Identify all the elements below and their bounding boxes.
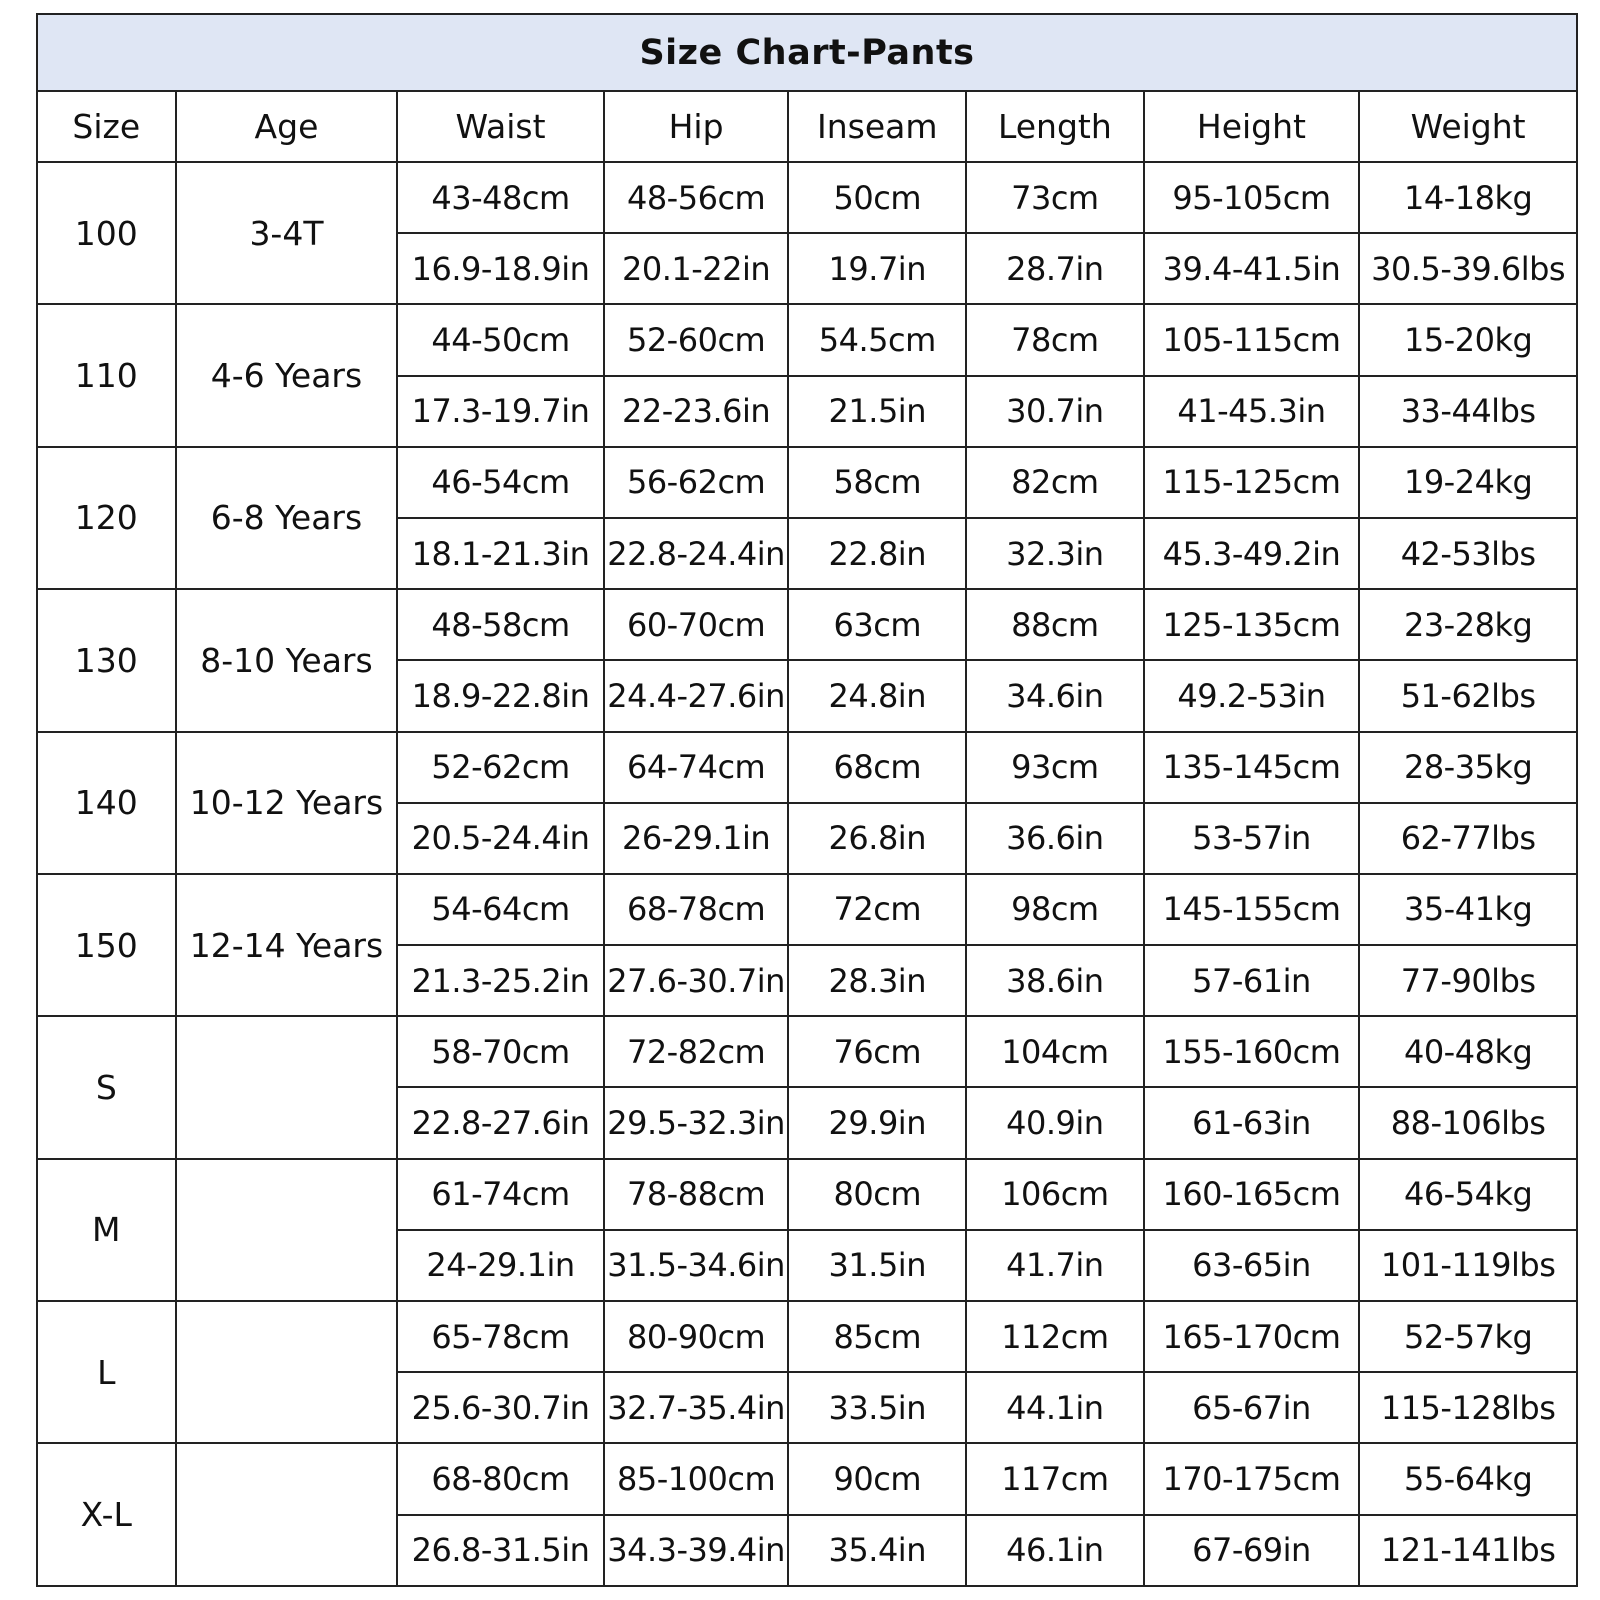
- waist-in-cell: 26.8-31.5in: [397, 1515, 603, 1586]
- hip-in-cell: 22-23.6in: [604, 376, 789, 447]
- length-in-cell: 28.7in: [966, 233, 1144, 304]
- length-in-cell: 36.6in: [966, 803, 1144, 874]
- size-row-cm: [37, 1159, 1577, 1230]
- weight-in-cell: 101-119lbs: [1359, 1230, 1577, 1301]
- length-cm-cell: 78cm: [966, 304, 1144, 375]
- inseam-cm-cell: 76cm: [788, 1016, 966, 1087]
- size-row-cm: [37, 1443, 1577, 1514]
- length-cm-cell: 73cm: [966, 162, 1144, 233]
- hip-cm-cell: 85-100cm: [604, 1443, 789, 1514]
- length-cm-cell: 82cm: [966, 447, 1144, 518]
- hip-in-cell: 34.3-39.4in: [604, 1515, 789, 1586]
- weight-cm-cell: 35-41kg: [1359, 874, 1577, 945]
- inseam-in-cell: 24.8in: [788, 660, 966, 731]
- age-label: 6-8 Years: [176, 447, 398, 589]
- waist-cm-cell: 58-70cm: [397, 1016, 603, 1087]
- height-cm-cell: 125-135cm: [1144, 589, 1360, 660]
- weight-in-cell: 30.5-39.6lbs: [1359, 233, 1577, 304]
- inseam-in-cell: 33.5in: [788, 1372, 966, 1443]
- inseam-in-cell: 21.5in: [788, 376, 966, 447]
- size-chart-table: [36, 13, 1578, 1587]
- header-weight: Weight: [1359, 91, 1577, 162]
- title-row: [37, 14, 1577, 91]
- hip-cm-cell: 68-78cm: [604, 874, 789, 945]
- size-row-cm: [37, 589, 1577, 660]
- waist-cm-cell: 65-78cm: [397, 1301, 603, 1372]
- weight-cm-cell: 46-54kg: [1359, 1159, 1577, 1230]
- waist-in-cell: 25.6-30.7in: [397, 1372, 603, 1443]
- height-in-cell: 57-61in: [1144, 945, 1360, 1016]
- weight-cm-cell: 19-24kg: [1359, 447, 1577, 518]
- height-cm-cell: 170-175cm: [1144, 1443, 1360, 1514]
- length-cm-cell: 88cm: [966, 589, 1144, 660]
- size-row-cm: [37, 447, 1577, 518]
- hip-cm-cell: 72-82cm: [604, 1016, 789, 1087]
- height-in-cell: 53-57in: [1144, 803, 1360, 874]
- length-in-cell: 38.6in: [966, 945, 1144, 1016]
- height-cm-cell: 165-170cm: [1144, 1301, 1360, 1372]
- weight-cm-cell: 52-57kg: [1359, 1301, 1577, 1372]
- waist-cm-cell: 68-80cm: [397, 1443, 603, 1514]
- weight-in-cell: 62-77lbs: [1359, 803, 1577, 874]
- length-in-cell: 40.9in: [966, 1087, 1144, 1158]
- age-label: 8-10 Years: [176, 589, 398, 731]
- size-label: 140: [37, 732, 176, 874]
- header-age: Age: [176, 91, 398, 162]
- age-label: [176, 1301, 398, 1443]
- height-cm-cell: 95-105cm: [1144, 162, 1360, 233]
- waist-in-cell: 18.1-21.3in: [397, 518, 603, 589]
- size-row-cm: [37, 732, 1577, 803]
- age-label: [176, 1443, 398, 1586]
- inseam-in-cell: 28.3in: [788, 945, 966, 1016]
- length-cm-cell: 98cm: [966, 874, 1144, 945]
- hip-cm-cell: 80-90cm: [604, 1301, 789, 1372]
- waist-cm-cell: 61-74cm: [397, 1159, 603, 1230]
- weight-in-cell: 121-141lbs: [1359, 1515, 1577, 1586]
- waist-in-cell: 18.9-22.8in: [397, 660, 603, 731]
- hip-in-cell: 22.8-24.4in: [604, 518, 789, 589]
- hip-in-cell: 20.1-22in: [604, 233, 789, 304]
- header-hip: Hip: [604, 91, 789, 162]
- length-cm-cell: 106cm: [966, 1159, 1144, 1230]
- age-label: 3-4T: [176, 162, 398, 304]
- length-in-cell: 46.1in: [966, 1515, 1144, 1586]
- size-label: 120: [37, 447, 176, 589]
- length-cm-cell: 112cm: [966, 1301, 1144, 1372]
- length-in-cell: 34.6in: [966, 660, 1144, 731]
- waist-cm-cell: 54-64cm: [397, 874, 603, 945]
- inseam-cm-cell: 54.5cm: [788, 304, 966, 375]
- header-inseam: Inseam: [788, 91, 966, 162]
- height-cm-cell: 145-155cm: [1144, 874, 1360, 945]
- height-in-cell: 41-45.3in: [1144, 376, 1360, 447]
- header-length: Length: [966, 91, 1144, 162]
- waist-in-cell: 22.8-27.6in: [397, 1087, 603, 1158]
- header-size: Size: [37, 91, 176, 162]
- waist-cm-cell: 46-54cm: [397, 447, 603, 518]
- size-label: 150: [37, 874, 176, 1016]
- height-in-cell: 49.2-53in: [1144, 660, 1360, 731]
- inseam-in-cell: 26.8in: [788, 803, 966, 874]
- hip-in-cell: 27.6-30.7in: [604, 945, 789, 1016]
- inseam-cm-cell: 85cm: [788, 1301, 966, 1372]
- inseam-cm-cell: 63cm: [788, 589, 966, 660]
- hip-in-cell: 24.4-27.6in: [604, 660, 789, 731]
- age-label: 4-6 Years: [176, 304, 398, 446]
- waist-cm-cell: 52-62cm: [397, 732, 603, 803]
- waist-in-cell: 21.3-25.2in: [397, 945, 603, 1016]
- waist-cm-cell: 48-58cm: [397, 589, 603, 660]
- height-in-cell: 45.3-49.2in: [1144, 518, 1360, 589]
- chart-title: Size Chart-Pants: [37, 14, 1577, 91]
- inseam-cm-cell: 50cm: [788, 162, 966, 233]
- inseam-cm-cell: 68cm: [788, 732, 966, 803]
- length-cm-cell: 93cm: [966, 732, 1144, 803]
- hip-cm-cell: 56-62cm: [604, 447, 789, 518]
- inseam-cm-cell: 90cm: [788, 1443, 966, 1514]
- height-in-cell: 67-69in: [1144, 1515, 1360, 1586]
- hip-in-cell: 29.5-32.3in: [604, 1087, 789, 1158]
- length-in-cell: 44.1in: [966, 1372, 1144, 1443]
- hip-cm-cell: 48-56cm: [604, 162, 789, 233]
- size-label: 130: [37, 589, 176, 731]
- weight-in-cell: 51-62lbs: [1359, 660, 1577, 731]
- size-label: L: [37, 1301, 176, 1443]
- weight-cm-cell: 40-48kg: [1359, 1016, 1577, 1087]
- size-label: S: [37, 1016, 176, 1158]
- size-rows: [37, 162, 1577, 1586]
- inseam-cm-cell: 80cm: [788, 1159, 966, 1230]
- age-label: [176, 1016, 398, 1158]
- size-row-cm: [37, 304, 1577, 375]
- weight-cm-cell: 55-64kg: [1359, 1443, 1577, 1514]
- weight-in-cell: 77-90lbs: [1359, 945, 1577, 1016]
- height-in-cell: 63-65in: [1144, 1230, 1360, 1301]
- inseam-in-cell: 31.5in: [788, 1230, 966, 1301]
- inseam-cm-cell: 72cm: [788, 874, 966, 945]
- length-in-cell: 30.7in: [966, 376, 1144, 447]
- length-in-cell: 41.7in: [966, 1230, 1144, 1301]
- waist-cm-cell: 44-50cm: [397, 304, 603, 375]
- age-label: [176, 1159, 398, 1301]
- height-in-cell: 39.4-41.5in: [1144, 233, 1360, 304]
- waist-cm-cell: 43-48cm: [397, 162, 603, 233]
- weight-cm-cell: 14-18kg: [1359, 162, 1577, 233]
- height-cm-cell: 115-125cm: [1144, 447, 1360, 518]
- weight-in-cell: 42-53lbs: [1359, 518, 1577, 589]
- size-row-cm: [37, 162, 1577, 233]
- inseam-in-cell: 29.9in: [788, 1087, 966, 1158]
- size-label: X-L: [37, 1443, 176, 1586]
- weight-cm-cell: 23-28kg: [1359, 589, 1577, 660]
- age-label: 12-14 Years: [176, 874, 398, 1016]
- weight-cm-cell: 28-35kg: [1359, 732, 1577, 803]
- inseam-cm-cell: 58cm: [788, 447, 966, 518]
- height-in-cell: 65-67in: [1144, 1372, 1360, 1443]
- inseam-in-cell: 22.8in: [788, 518, 966, 589]
- header-row: [37, 91, 1577, 162]
- weight-in-cell: 33-44lbs: [1359, 376, 1577, 447]
- height-cm-cell: 160-165cm: [1144, 1159, 1360, 1230]
- header-height: Height: [1144, 91, 1360, 162]
- hip-in-cell: 26-29.1in: [604, 803, 789, 874]
- weight-in-cell: 115-128lbs: [1359, 1372, 1577, 1443]
- weight-in-cell: 88-106lbs: [1359, 1087, 1577, 1158]
- length-cm-cell: 104cm: [966, 1016, 1144, 1087]
- waist-in-cell: 20.5-24.4in: [397, 803, 603, 874]
- hip-cm-cell: 60-70cm: [604, 589, 789, 660]
- waist-in-cell: 24-29.1in: [397, 1230, 603, 1301]
- inseam-in-cell: 19.7in: [788, 233, 966, 304]
- height-in-cell: 61-63in: [1144, 1087, 1360, 1158]
- size-row-cm: [37, 874, 1577, 945]
- size-label: 110: [37, 304, 176, 446]
- age-label: 10-12 Years: [176, 732, 398, 874]
- height-cm-cell: 105-115cm: [1144, 304, 1360, 375]
- size-label: 100: [37, 162, 176, 304]
- hip-in-cell: 31.5-34.6in: [604, 1230, 789, 1301]
- length-cm-cell: 117cm: [966, 1443, 1144, 1514]
- hip-in-cell: 32.7-35.4in: [604, 1372, 789, 1443]
- waist-in-cell: 17.3-19.7in: [397, 376, 603, 447]
- header-waist: Waist: [397, 91, 603, 162]
- length-in-cell: 32.3in: [966, 518, 1144, 589]
- weight-cm-cell: 15-20kg: [1359, 304, 1577, 375]
- size-label: M: [37, 1159, 176, 1301]
- size-row-cm: [37, 1016, 1577, 1087]
- waist-in-cell: 16.9-18.9in: [397, 233, 603, 304]
- hip-cm-cell: 52-60cm: [604, 304, 789, 375]
- height-cm-cell: 155-160cm: [1144, 1016, 1360, 1087]
- hip-cm-cell: 78-88cm: [604, 1159, 789, 1230]
- inseam-in-cell: 35.4in: [788, 1515, 966, 1586]
- height-cm-cell: 135-145cm: [1144, 732, 1360, 803]
- hip-cm-cell: 64-74cm: [604, 732, 789, 803]
- size-row-cm: [37, 1301, 1577, 1372]
